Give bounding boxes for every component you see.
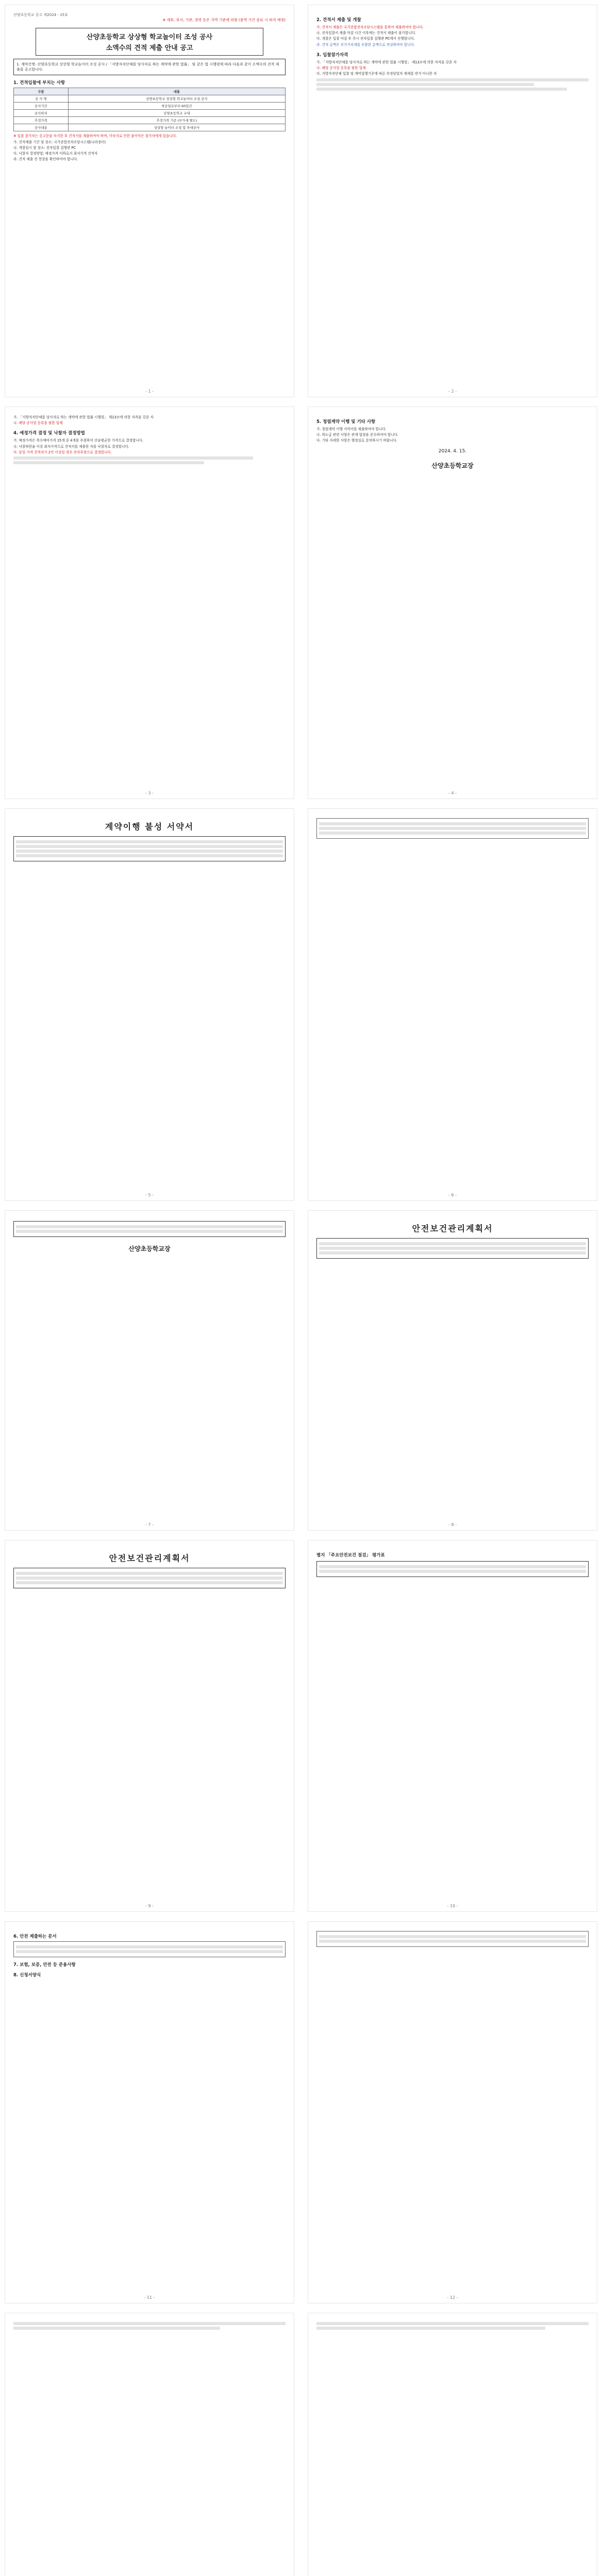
list-item: 나. 전자입찰서 제출 마감 시간 이후에는 견적서 제출이 불가합니다. bbox=[316, 31, 416, 36]
list-item: 가. 청렴계약 이행 서약서를 제출하여야 합니다. bbox=[316, 427, 387, 431]
form-title: 안전보건관리계획서 bbox=[412, 1224, 493, 1233]
text-block bbox=[13, 2322, 286, 2325]
text-block bbox=[16, 1950, 283, 1953]
page-12 bbox=[308, 1922, 597, 2303]
page-number: - 10 - bbox=[447, 1904, 458, 1908]
table-cell: 공 사 명 bbox=[14, 95, 69, 103]
table-header: 내용 bbox=[68, 88, 285, 95]
section-6-heading: 6. 안전 제출하는 문서 bbox=[13, 1934, 57, 1939]
text-block bbox=[316, 2327, 545, 2330]
page-2 bbox=[308, 5, 597, 397]
form-row bbox=[16, 1581, 283, 1584]
form-row bbox=[16, 1577, 283, 1580]
list-item: 가. 견적서 제출은 국가종합전자조달시스템을 통하여 제출하여야 합니다. bbox=[316, 25, 424, 29]
page-5 bbox=[5, 809, 294, 1200]
list-item: 라. 견적 금액은 부가가치세를 포함한 총액으로 작성하여야 합니다. bbox=[316, 42, 415, 47]
table-row bbox=[14, 117, 286, 124]
form-box bbox=[13, 836, 286, 861]
list-item: 나. 개찰일시 및 장소: 전자입찰 집행관 PC bbox=[13, 145, 76, 150]
checklist-box bbox=[316, 818, 589, 839]
text-block bbox=[13, 461, 204, 464]
page-4 bbox=[308, 407, 597, 799]
page-6 bbox=[308, 809, 597, 1200]
page-number: - 12 - bbox=[447, 2295, 458, 2300]
intro-box: 1. 계약건명: 산양초등학교 상상형 학교놀이터 조성 공사 / 「지방자치단체를 당사자로 하는 계약에 관한 법률」 및 같은 법 시행령에 따라 다음과 같이 소액수의 견적 제출을 공고합니다. bbox=[13, 59, 286, 75]
text-block bbox=[319, 822, 586, 825]
list-item: 라. 견적 제출 전 현장을 확인하여야 합니다. bbox=[13, 157, 78, 162]
section-3-heading: 3. 입찰참가자격 bbox=[316, 52, 348, 58]
form-box bbox=[13, 1221, 286, 1237]
contract-table bbox=[13, 88, 286, 131]
page-number: - 1 - bbox=[145, 389, 154, 394]
signature: 산양초등학교장 bbox=[431, 462, 474, 469]
form-row bbox=[16, 850, 283, 853]
form-box bbox=[316, 1238, 589, 1259]
text-block bbox=[319, 1940, 586, 1943]
title-line-2: 소액수의 견적 제출 안내 공고 bbox=[106, 44, 193, 52]
form-row bbox=[319, 1247, 586, 1250]
warning-text: ※ 입찰 참가자는 공고문을 숙지한 후 견적서를 제출하여야 하며, 미숙지로 인한 불이익은 참가자에게 있습니다. bbox=[13, 134, 177, 139]
list-item: 다. 동일 가격 견적자가 2인 이상일 경우 전자추첨으로 결정합니다. bbox=[13, 450, 112, 454]
text-block bbox=[16, 1945, 283, 1948]
form-row bbox=[16, 1572, 283, 1575]
text-block bbox=[13, 2327, 220, 2330]
form-row bbox=[16, 845, 283, 848]
signature: 산양초등학교장 bbox=[128, 1245, 171, 1252]
page-number: - 5 - bbox=[145, 1193, 154, 1197]
table-row bbox=[14, 110, 286, 117]
text-block bbox=[319, 827, 586, 830]
list-item: 가. 예정가격은 복수예비가격 15개 중 4개를 추첨하여 산술평균한 가격으로 결정합니다. bbox=[13, 438, 144, 443]
list-item: 다. 기타 자세한 사항은 행정실로 문의하시기 바랍니다. bbox=[316, 438, 397, 443]
page-number: - 4 - bbox=[448, 791, 457, 795]
text-block bbox=[316, 78, 589, 81]
table-cell: 산양초등학교 교내 bbox=[68, 110, 285, 117]
list-item: 나. 해당 공사업 등록을 필한 업체 bbox=[316, 66, 366, 71]
title-line-1: 산양초등학교 상상형 학교놀이터 조성 공사 bbox=[86, 33, 213, 41]
list-item: 다. 지방자치단체 입찰 및 계약집행기준에 따른 부정당업자 제재를 받지 아니한 자 bbox=[316, 72, 437, 76]
page-number: - 11 - bbox=[144, 2295, 155, 2300]
page-number: - 6 - bbox=[448, 1193, 457, 1197]
page-11 bbox=[5, 1922, 294, 2303]
page-9 bbox=[5, 1540, 294, 1911]
document-list bbox=[316, 1931, 589, 1947]
form-row bbox=[319, 1251, 586, 1255]
section-8-heading: 8. 신청서양식 bbox=[13, 1973, 41, 1978]
page-number: - 8 - bbox=[448, 1522, 457, 1527]
announcement-title bbox=[36, 28, 264, 56]
page-3 bbox=[5, 407, 294, 799]
table-cell: 공사내용 bbox=[14, 124, 69, 131]
page-7 bbox=[5, 1211, 294, 1530]
page-13 bbox=[5, 2313, 294, 2576]
page-8 bbox=[308, 1211, 597, 1530]
list-item: 가. 견적제출 기간 및 장소: 국가종합전자조달시스템(나라장터) bbox=[13, 140, 106, 144]
list-item: 나. 낙찰하한율 이상 최저가격으로 견적서를 제출한 자를 낙찰자로 결정합니다. bbox=[13, 444, 129, 449]
page-number: - 3 - bbox=[145, 791, 154, 795]
table-header: 구분 bbox=[14, 88, 69, 95]
list-item: 나. 하도급 관련 사항은 관계 법령을 준수하여야 합니다. bbox=[316, 433, 398, 437]
list-item: 가. 「지방자치단체를 당사자로 하는 계약에 관한 법률 시행령」 제13조에 의한 자격을 갖춘 자 bbox=[316, 60, 457, 64]
form-row bbox=[319, 1565, 586, 1568]
table-cell: 착공일로부터 60일간 bbox=[68, 103, 285, 110]
form-row bbox=[319, 1242, 586, 1245]
form-title: 계약이행 불성 서약서 bbox=[105, 822, 194, 832]
text-block bbox=[316, 88, 567, 91]
table-cell: 산양초등학교 상상형 학교놀이터 조성 공사 bbox=[68, 95, 285, 103]
form-title: 안전보건관리계획서 bbox=[109, 1553, 190, 1563]
form-row bbox=[16, 840, 283, 843]
form-row bbox=[319, 1570, 586, 1573]
section-1-heading: 1. 견적입찰에 부치는 사항 bbox=[13, 80, 65, 86]
announcement-date: 2024. 4. 15. bbox=[438, 448, 467, 454]
document-list bbox=[13, 1941, 286, 1957]
section-7-heading: 7. 보험, 보증, 안전 등 준용사항 bbox=[13, 1962, 76, 1968]
checklist-title: 별지 「주요안전보건 점검」 평가표 bbox=[316, 1553, 385, 1558]
table-cell: 추정가격 기준 (부가세 별도) bbox=[68, 117, 285, 124]
page-number: - 9 - bbox=[145, 1904, 154, 1908]
table-cell: 공사기간 bbox=[14, 103, 69, 110]
text-block bbox=[319, 1935, 586, 1938]
list-item: 가. 「지방자치단체를 당사자로 하는 계약에 관한 법률 시행령」 제13조에 의한 자격을 갖춘 자 bbox=[13, 415, 154, 419]
text-block bbox=[13, 456, 253, 460]
section-2-heading: 2. 견적서 제출 및 개찰 bbox=[316, 18, 361, 23]
page-1 bbox=[5, 5, 294, 397]
list-item: 다. 낙찰자 결정방법: 예정가격 이하로서 최저가격 견적자 bbox=[13, 151, 98, 156]
table-row bbox=[14, 95, 286, 103]
table-row bbox=[14, 124, 286, 131]
form-row bbox=[16, 1225, 283, 1228]
page-14 bbox=[308, 2313, 597, 2576]
text-block bbox=[316, 83, 534, 86]
page-number: - 7 - bbox=[145, 1522, 154, 1527]
form-row bbox=[16, 1230, 283, 1233]
section-4-heading: 4. 예정가격 결정 및 낙찰자 결정방법 bbox=[13, 431, 85, 436]
running-head: 산양초등학교 공고 제2024 - 15호 bbox=[13, 13, 68, 17]
list-item: 나. 해당 공사업 등록을 필한 업체 bbox=[13, 421, 63, 426]
form-row bbox=[16, 854, 283, 857]
table-cell: 추정가격 bbox=[14, 117, 69, 124]
form-box bbox=[13, 1568, 286, 1588]
page-10 bbox=[308, 1540, 597, 1911]
section-5-heading: 5. 청렴계약 이행 및 기타 사항 bbox=[316, 419, 376, 425]
table-cell: 상상형 놀이터 조성 및 부대공사 bbox=[68, 124, 285, 131]
red-notice: ※ 세부, 부서, 기관, 경력 등은 지역 기준에 의함 (용역 기간 종료 시 퇴직 예정) bbox=[162, 18, 286, 22]
page-number: - 2 - bbox=[448, 389, 457, 394]
table-row bbox=[14, 103, 286, 110]
list-item: 다. 개찰은 입찰 마감 후 즉시 전자입찰 집행관 PC에서 진행합니다. bbox=[316, 37, 415, 41]
table-cell: 공사위치 bbox=[14, 110, 69, 117]
form-box bbox=[316, 1561, 589, 1577]
text-block bbox=[319, 832, 586, 835]
text-block bbox=[316, 2322, 589, 2325]
